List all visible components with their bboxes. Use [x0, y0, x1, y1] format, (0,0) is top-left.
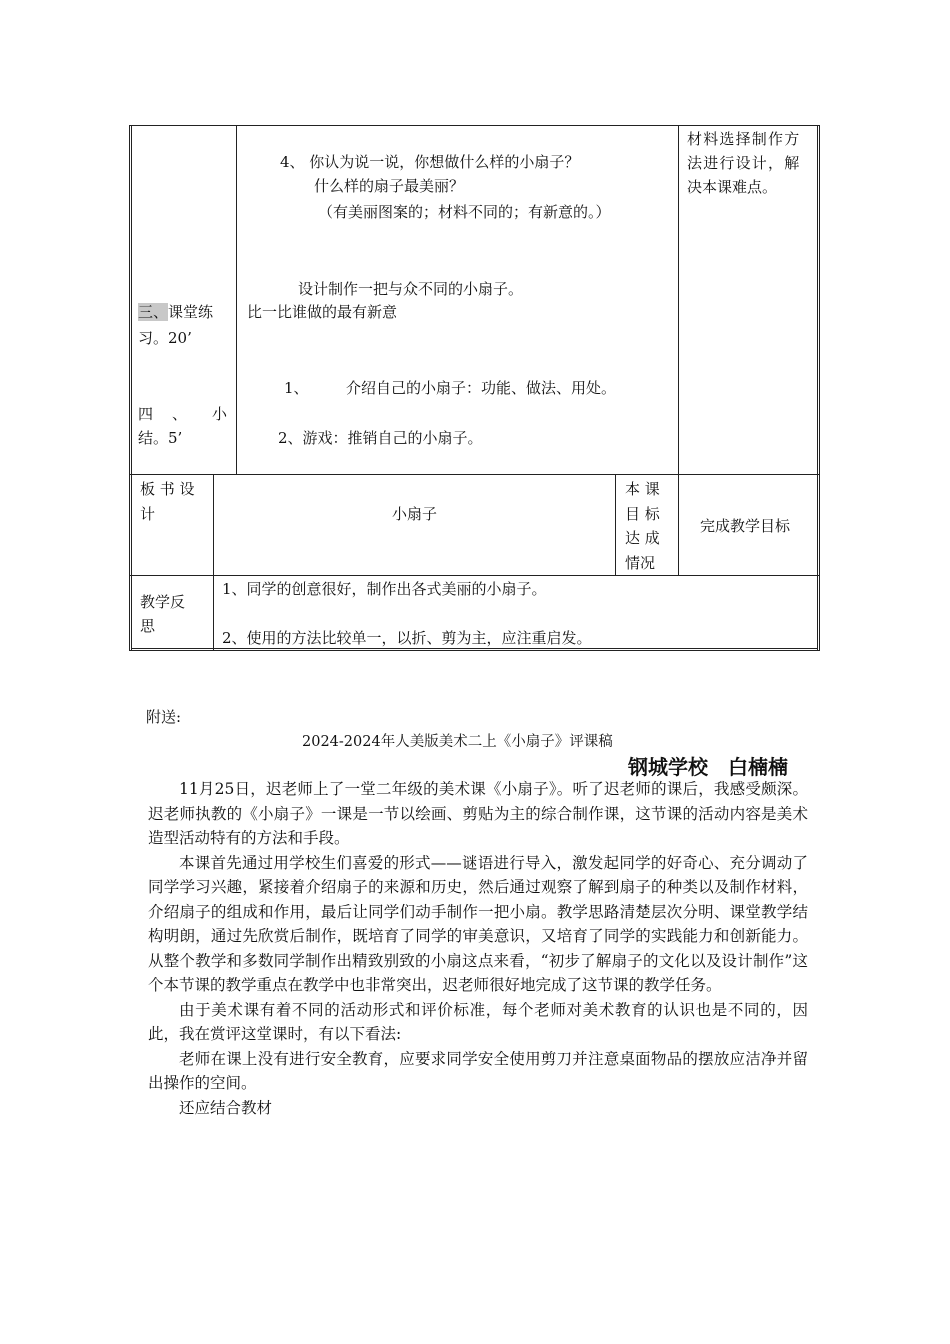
- row2-bottom-border: [129, 575, 820, 576]
- review-paragraph-4: 老师在课上没有进行安全教育，应要求同学安全使用剪刀并注意桌面物品的摆放应洁净并留出操作的空间。: [148, 1049, 808, 1092]
- table-border-right: [819, 125, 820, 651]
- summary-item-1-number: 1、: [284, 379, 309, 397]
- section-practice-label: [138, 300, 213, 324]
- row1-divider-left: [236, 125, 237, 474]
- review-paragraph-3: 由于美术课有着不同的活动形式和评价标准，每个老师对美术教育的认识也是不同的，因此，我在赏评这堂课时，有以下看法:: [148, 1000, 808, 1043]
- target-label-3: 达 成: [625, 529, 660, 547]
- reflection-item-2: 2、使用的方法比较单一，以折、剪为主，应注重启发。: [222, 629, 592, 647]
- target-value: 完成教学目标: [700, 517, 791, 535]
- row2-divider-1: [213, 474, 214, 575]
- target-label-2: 目 标: [625, 505, 660, 523]
- question-4: 4、 你认为说一说，你想做什么样的小扇子？: [280, 153, 580, 171]
- review-paragraph-1: 11月25日，迟老师上了一堂二年级的美术课《小扇子》。听了迟老师的课后，我感受颇深。迟老师执教的《小扇子》一课是一节以绘画、剪贴为主的综合制作课，这节课的活动内容是美术造型活动特有的方法和手段。: [148, 780, 808, 847]
- summary-item-1: 介绍自己的小扇子：功能、做法、用处。: [346, 379, 617, 397]
- table-border-right-inner: [817, 125, 818, 650]
- table-border-bottom: [129, 650, 820, 651]
- board-design-label-2: 计: [140, 505, 156, 523]
- method-line-2: 法进行设计，解: [687, 154, 801, 172]
- target-label-1: 本 课: [625, 480, 660, 498]
- section-practice-title: 课堂练: [168, 303, 214, 321]
- section-summary-char-2: 、: [172, 405, 188, 423]
- section-summary-time: 结。5’: [138, 429, 183, 447]
- table-border-left: [129, 125, 130, 651]
- section-practice-time: 习。20’: [138, 329, 192, 347]
- table-border-top: [129, 125, 820, 126]
- reflection-item-1: 1、同学的创意很好，制作出各式美丽的小扇子。: [222, 580, 547, 598]
- author-signature: 钢城学校 白楠楠: [628, 755, 788, 779]
- row1-bottom-border: [129, 474, 820, 475]
- row1-divider-right: [678, 125, 679, 474]
- board-design-label-1: 板 书 设: [140, 480, 195, 498]
- question-4-sub: 什么样的扇子最美丽？: [314, 177, 465, 195]
- reflection-label-2: 思: [140, 617, 156, 635]
- table-border-left-inner: [131, 125, 132, 650]
- method-line-1: 材料选择制作方: [687, 130, 801, 148]
- row2-divider-3: [678, 474, 679, 575]
- practice-compare: 比一比谁做的最有新意: [247, 303, 398, 321]
- review-body: [148, 777, 808, 1120]
- method-line-3: 决本课难点。: [687, 178, 778, 196]
- review-paragraph-5: 还应结合教材: [179, 1098, 273, 1117]
- target-label-4: 情况: [625, 554, 656, 572]
- reflection-label-1: 教学反: [140, 593, 186, 611]
- appendix-label: 附送:: [146, 708, 182, 726]
- section-practice-number: 三、: [138, 303, 169, 321]
- summary-item-2: 2、游戏：推销自己的小扇子。: [278, 429, 483, 447]
- row2-divider-2: [615, 474, 616, 575]
- row3-divider: [213, 575, 214, 650]
- question-4-answer: （有美丽图案的；材料不同的；有新意的。）: [318, 203, 611, 221]
- review-paragraph-2: 本课首先通过用学校生们喜爱的形式——谜语进行导入，激发起同学的好奇心、充分调动了同学学习兴趣，紧接着介绍扇子的来源和历史，然后通过观察了解到扇子的种类以及制作材料，介绍扇子的组成和作用，最后让同学们动手制作一把小扇。教学思路清楚层次分明、课堂教学结构明朗，通过先欣赏后制作，既培育了同学的审美意识，又培育了同学的实践能力和创新能力。从整个教学和多数同学制作出精致别致的小扇这点来看，“初步了解扇子的文化以及设计制作”这个本节课的教学重点在教学中也非常突出，迟老师很好地完成了这节课的教学任务。: [148, 853, 808, 994]
- practice-task: 设计制作一把与众不同的小扇子。: [298, 280, 524, 298]
- section-summary-char-1: 四: [138, 405, 154, 423]
- section-summary-char-3: 小: [212, 405, 228, 423]
- board-design-content: 小扇子: [392, 505, 438, 523]
- appendix-title: 2024-2024年人美版美术二上《小扇子》评课稿: [302, 734, 613, 750]
